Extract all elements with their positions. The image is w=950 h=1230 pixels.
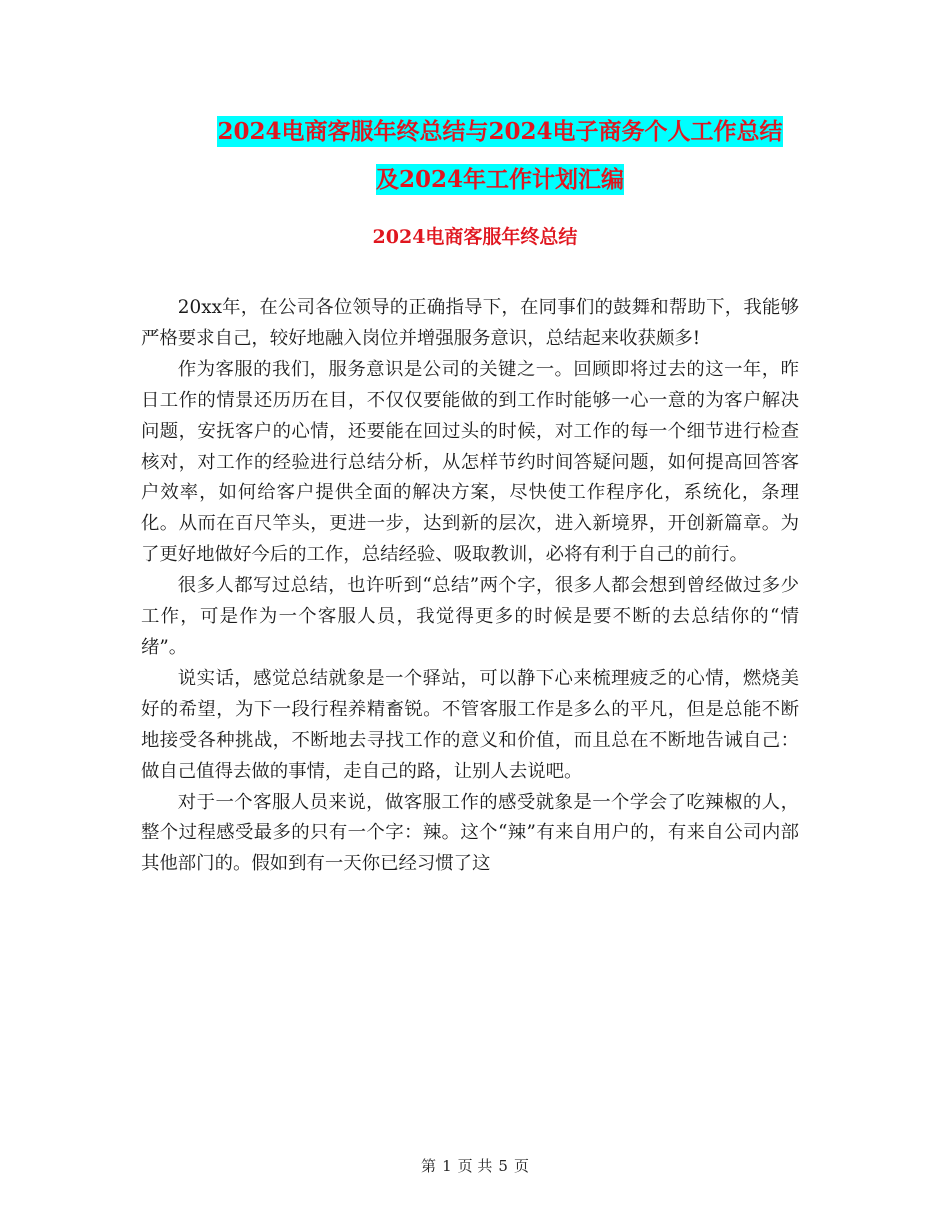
page-footer bbox=[0, 1155, 950, 1176]
paragraph: 20xx年，在公司各位领导的正确指导下，在同事们的鼓舞和帮助下，我能够严格要求自己，较好地融入岗位并增强服务意识，总结起来收获颇多! bbox=[141, 297, 799, 349]
paragraph: 作为客服的我们，服务意识是公司的关键之一。回顾即将过去的这一年，昨日工作的情景还历历在目，不仅仅要能做的到工作时能够一心一意的为客户解决问题，安抚客户的心情，还要能在回过头的时候，对工作的每一个细节进行检查核对，对工作的经验进行总结分析，从怎样节约时间答疑问题，如何提高回答客户效率，如何给客户提供全面的解决方案，尽快使工作程序化，系统化，条理化。从而在百尺竿头，更进一步，达到新的层次，进入新境界，开创新篇章。为了更好地做好今后的工作，总结经验、吸取教训，必将有利于自己的前行。 bbox=[141, 358, 799, 566]
page-label-mid: 页 共 bbox=[457, 1157, 493, 1175]
paragraph: 对于一个客服人员来说，做客服工作的感受就象是一个学会了吃辣椒的人，整个过程感受最多的只有一个字：辣。这个“辣”有来自用户的，有来自公司内部其他部门的。假如到有一天你已经习惯了这 bbox=[141, 791, 799, 875]
current-page-number: 1 bbox=[442, 1157, 452, 1175]
document-title bbox=[130, 108, 870, 204]
document-body bbox=[141, 293, 799, 880]
page-label-prefix: 第 bbox=[421, 1157, 437, 1175]
document-title-line1: 2024电商客服年终总结与2024电子商务个人工作总结 bbox=[217, 118, 783, 145]
page-label-suffix: 页 bbox=[513, 1157, 529, 1175]
total-pages-number: 5 bbox=[498, 1157, 508, 1175]
section-title: 2024电商客服年终总结 bbox=[372, 226, 578, 248]
document-title-line2: 及2024年工作计划汇编 bbox=[375, 166, 624, 193]
paragraph: 很多人都写过总结，也许听到“总结”两个字，很多人都会想到曾经做过多少工作，可是作为一个客服人员，我觉得更多的时候是要不断的去总结你的“情绪”。 bbox=[141, 575, 799, 658]
paragraph: 说实话，感觉总结就象是一个驿站，可以静下心来梳理疲乏的心情，燃烧美好的希望，为下一段行程养精畜锐。不管客服工作是多么的平凡，但是总能不断地接受各种挑战，不断地去寻找工作的意义和价值，而且总在不断地告诫自己：做自己值得去做的事情，走自己的路，让别人去说吧。 bbox=[141, 667, 799, 782]
